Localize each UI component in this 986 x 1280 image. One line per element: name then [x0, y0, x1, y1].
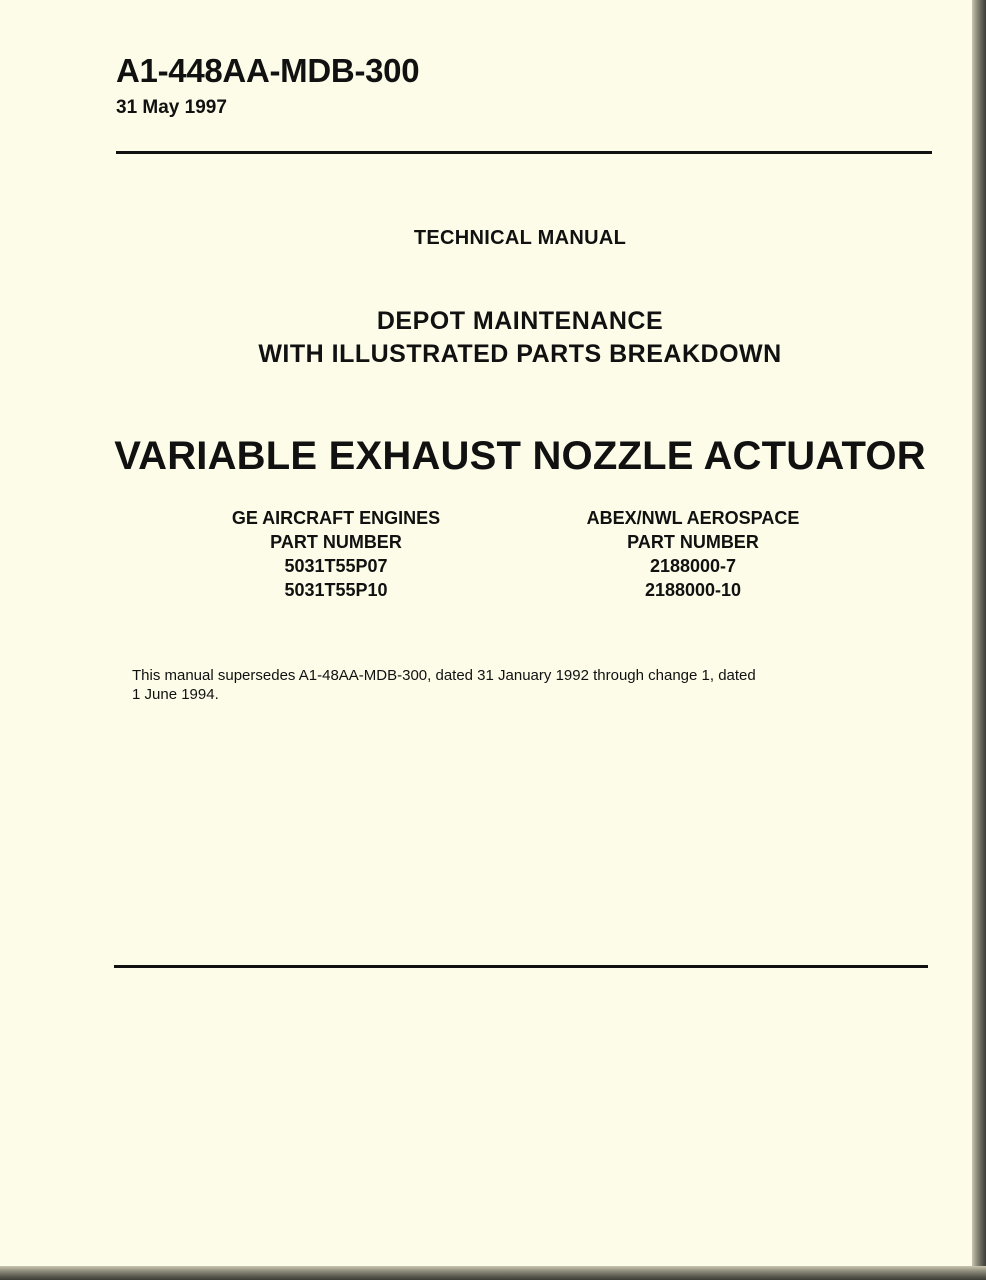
manufacturer-name: GE AIRCRAFT ENGINES [231, 508, 441, 528]
supersedes-line-2: 1 June 1994. [132, 686, 219, 703]
part-number-label: PART NUMBER [270, 532, 402, 552]
part-number: 5031T55P10 [284, 580, 388, 600]
manufacturer-block-ge [186, 506, 486, 602]
manufacturer-block-abex [543, 506, 843, 602]
supersedes-line-1: This manual supersedes A1-48AA-MDB-300, dated 31 January 1992 through change 1, dated [132, 667, 756, 684]
subtitle-line-2: WITH ILLUSTRATED PARTS BREAKDOWN [258, 340, 782, 368]
document-number: A1-448AA-MDB-300 [116, 52, 420, 89]
top-divider [116, 151, 932, 154]
supersedes-notice [132, 666, 872, 704]
main-title: VARIABLE EXHAUST NOZZLE ACTUATOR [114, 434, 926, 478]
page-shadow-right [972, 0, 986, 1280]
part-number: 2188000-10 [644, 580, 742, 600]
part-number-label: PART NUMBER [627, 532, 759, 552]
bottom-divider [114, 965, 928, 968]
document-date: 31 May 1997 [116, 97, 227, 118]
subtitle-line-1: DEPOT MAINTENANCE [376, 307, 664, 335]
manual-type: TECHNICAL MANUAL [413, 227, 627, 249]
part-number: 5031T55P07 [284, 556, 388, 576]
part-number: 2188000-7 [649, 556, 737, 576]
manufacturer-name: ABEX/NWL AEROSPACE [586, 508, 800, 528]
page-shadow-bottom [0, 1266, 986, 1280]
